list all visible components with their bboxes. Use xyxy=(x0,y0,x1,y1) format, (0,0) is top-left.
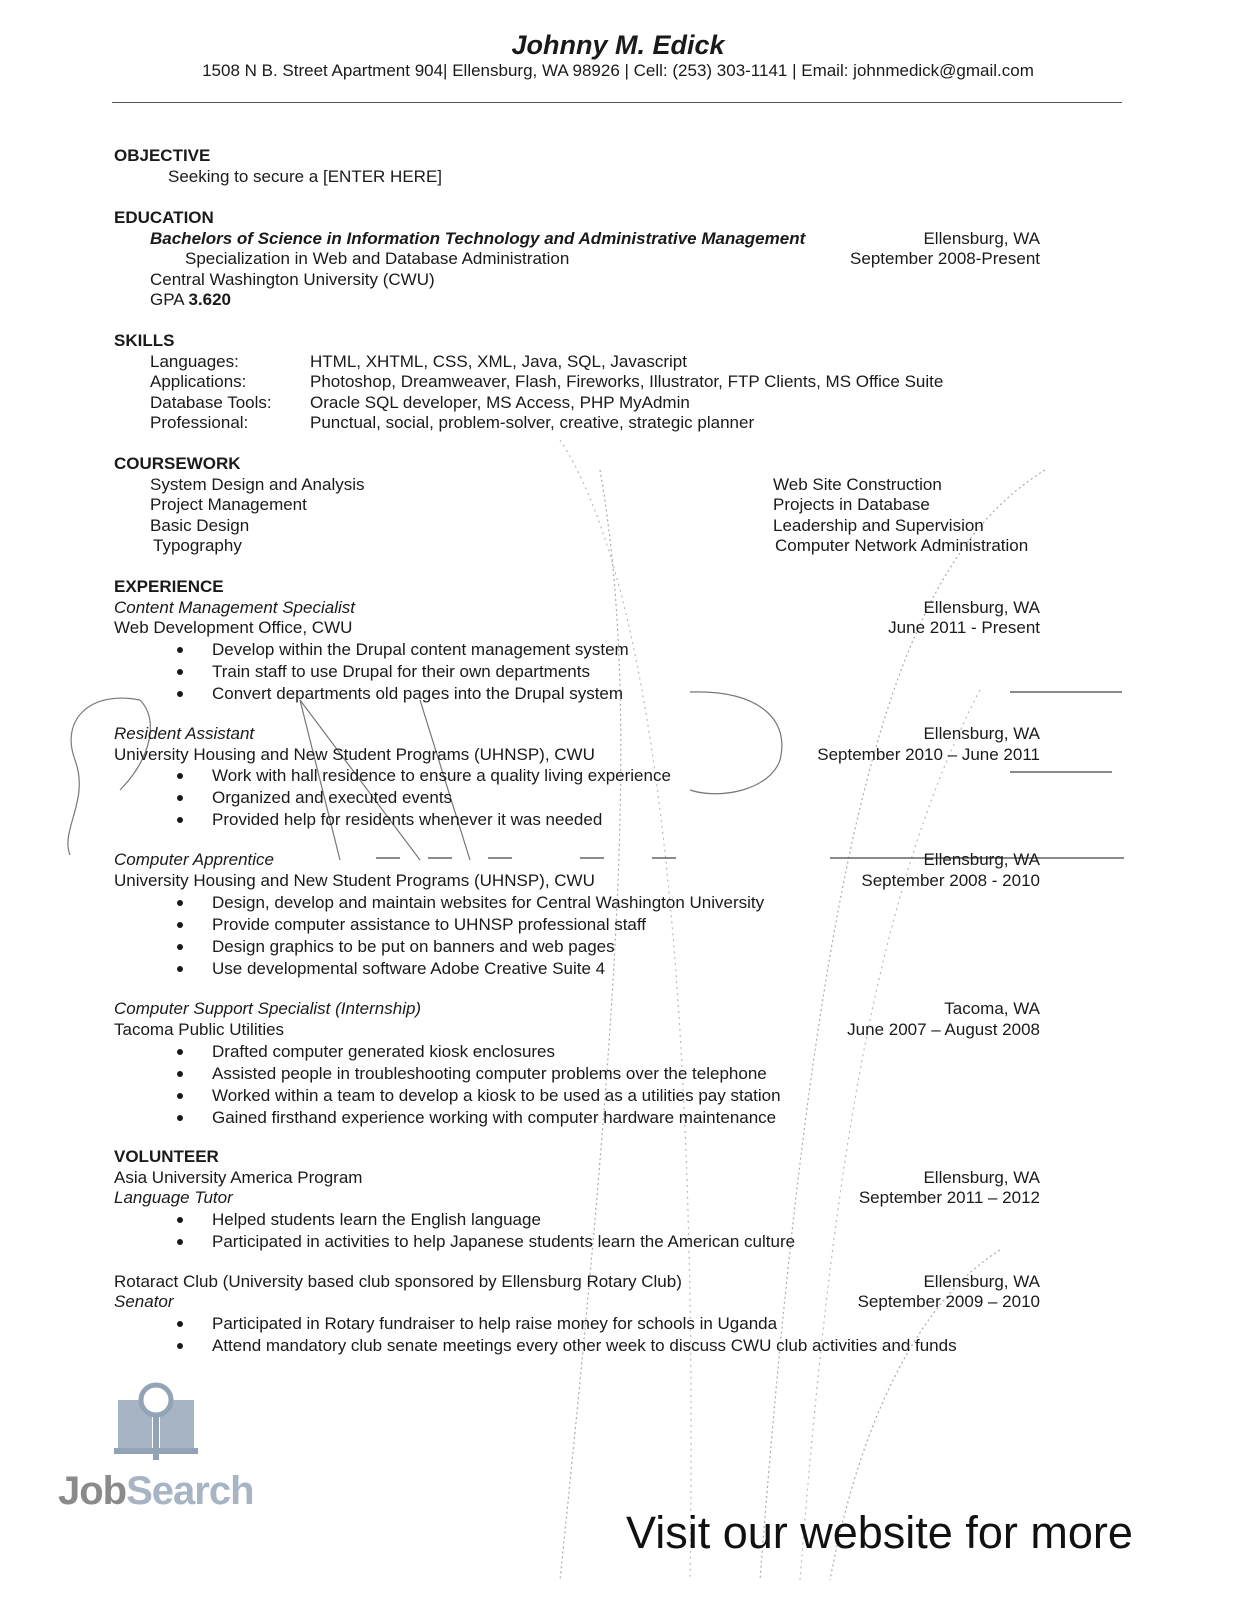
volunteer-role: Senator xyxy=(114,1292,174,1311)
bullet-icon xyxy=(177,773,183,779)
jobsearch-book-icon xyxy=(112,1378,202,1468)
job-dates: September 2008 - 2010 xyxy=(861,871,1040,890)
job-location: Ellensburg, WA xyxy=(923,850,1040,869)
bullet-icon xyxy=(177,1239,183,1245)
job-bullet: Work with hall residence to ensure a quality living experience xyxy=(212,766,671,785)
skill-value: Photoshop, Dreamweaver, Flash, Fireworks, Illustrator, FTP Clients, MS Office Suite xyxy=(310,372,944,391)
bullet-icon xyxy=(177,795,183,801)
volunteer-bullet: Helped students learn the English language xyxy=(212,1210,541,1229)
resume-name: Johnny M. Edick xyxy=(511,30,725,60)
bullet-icon xyxy=(177,817,183,823)
job-bullet: Drafted computer generated kiosk enclosures xyxy=(212,1042,556,1061)
objective-text: Seeking to secure a [ENTER HERE] xyxy=(168,167,443,186)
job-bullet: Convert departments old pages into the Drupal system xyxy=(212,684,624,703)
job-org: Web Development Office, CWU xyxy=(114,618,353,637)
bullet-icon xyxy=(177,900,183,906)
coursework-heading: COURSEWORK xyxy=(114,454,241,473)
volunteer-bullet: Participated in activities to help Japanese students learn the American culture xyxy=(212,1232,796,1251)
contact-line: 1508 N B. Street Apartment 904| Ellensburg, WA 98926 | Cell: (253) 303-1141 | Email: johnmedick@gmail.com xyxy=(202,61,1034,80)
logo-search: Search xyxy=(126,1469,254,1513)
header-divider xyxy=(112,102,1122,103)
bullet-icon xyxy=(177,669,183,675)
job-dates: June 2011 - Present xyxy=(888,618,1040,637)
bullet-icon xyxy=(177,647,183,653)
job-location: Ellensburg, WA xyxy=(923,598,1040,617)
skill-label: Applications: xyxy=(150,372,247,391)
gpa-label: GPA xyxy=(150,290,184,309)
skill-label: Languages: xyxy=(150,352,239,371)
job-bullet: Provided help for residents whenever it was needed xyxy=(212,810,603,829)
course-item: Basic Design xyxy=(150,516,250,535)
course-item: Leadership and Supervision xyxy=(773,516,984,535)
bullet-icon xyxy=(177,1321,183,1327)
job-dates: June 2007 – August 2008 xyxy=(847,1020,1040,1039)
job-bullet: Develop within the Drupal content management system xyxy=(212,640,629,659)
volunteer-org: Rotaract Club (University based club sponsored by Ellensburg Rotary Club) xyxy=(114,1272,682,1291)
volunteer-location: Ellensburg, WA xyxy=(923,1168,1040,1187)
skill-value: Punctual, social, problem-solver, creative, strategic planner xyxy=(310,413,755,432)
degree-title: Bachelors of Science in Information Technology and Administrative Management xyxy=(150,229,806,248)
job-location: Ellensburg, WA xyxy=(923,724,1040,743)
visit-website-link[interactable]: Visit our website for more xyxy=(626,1507,1133,1558)
course-item: Project Management xyxy=(150,495,307,514)
bullet-icon xyxy=(177,944,183,950)
skill-value: HTML, XHTML, CSS, XML, Java, SQL, Javascript xyxy=(310,352,687,371)
specialization: Specialization in Web and Database Administration xyxy=(185,249,570,268)
job-org: Tacoma Public Utilities xyxy=(114,1020,285,1039)
school-name: Central Washington University (CWU) xyxy=(150,270,435,289)
volunteer-bullet: Participated in Rotary fundraiser to help raise money for schools in Uganda xyxy=(212,1314,778,1333)
job-bullet: Use developmental software Adobe Creative Suite 4 xyxy=(212,959,606,978)
skill-label: Database Tools: xyxy=(150,393,272,412)
job-bullet: Train staff to use Drupal for their own departments xyxy=(212,662,590,681)
skills-heading: SKILLS xyxy=(114,331,175,350)
job-title: Content Management Specialist xyxy=(114,598,355,617)
volunteer-dates: September 2009 – 2010 xyxy=(857,1292,1040,1311)
job-location: Tacoma, WA xyxy=(944,999,1040,1018)
bullet-icon xyxy=(177,1343,183,1349)
bullet-icon xyxy=(177,922,183,928)
volunteer-dates: September 2011 – 2012 xyxy=(858,1188,1040,1207)
course-item: Web Site Construction xyxy=(773,475,942,494)
job-title: Computer Apprentice xyxy=(114,850,275,869)
bullet-icon xyxy=(177,966,183,972)
bullet-icon xyxy=(177,1115,183,1121)
bullet-icon xyxy=(177,1071,183,1077)
job-org: University Housing and New Student Programs (UHNSP), CWU xyxy=(114,871,595,890)
job-bullet: Assisted people in troubleshooting computer problems over the telephone xyxy=(212,1064,767,1083)
course-item: Typography xyxy=(153,536,242,555)
bullet-icon xyxy=(177,1049,183,1055)
course-item: Projects in Database xyxy=(773,495,930,514)
job-bullet: Design graphics to be put on banners and web pages xyxy=(212,937,615,956)
bullet-icon xyxy=(177,691,183,697)
logo-job: Job xyxy=(58,1469,127,1513)
course-item: Computer Network Administration xyxy=(775,536,1029,555)
volunteer-org: Asia University America Program xyxy=(114,1168,363,1187)
volunteer-heading: VOLUNTEER xyxy=(114,1147,219,1166)
bullet-icon xyxy=(177,1217,183,1223)
course-item: System Design and Analysis xyxy=(150,475,365,494)
job-bullet: Gained firsthand experience working with computer hardware maintenance xyxy=(212,1108,777,1127)
volunteer-location: Ellensburg, WA xyxy=(923,1272,1040,1291)
education-heading: EDUCATION xyxy=(114,208,214,227)
gpa-value: 3.620 xyxy=(188,290,231,309)
job-org: University Housing and New Student Programs (UHNSP), CWU xyxy=(114,745,595,764)
education-dates: September 2008-Present xyxy=(850,249,1040,268)
skill-value: Oracle SQL developer, MS Access, PHP MyAdmin xyxy=(310,393,690,412)
job-bullet: Organized and executed events xyxy=(212,788,453,807)
objective-heading: OBJECTIVE xyxy=(114,146,211,165)
job-title: Resident Assistant xyxy=(114,724,255,743)
education-location: Ellensburg, WA xyxy=(923,229,1040,248)
experience-heading: EXPERIENCE xyxy=(114,577,224,596)
volunteer-bullet: Attend mandatory club senate meetings every other week to discuss CWU club activities and funds xyxy=(212,1336,957,1355)
job-bullet: Worked within a team to develop a kiosk to be used as a utilities pay station xyxy=(212,1086,781,1105)
volunteer-role: Language Tutor xyxy=(114,1188,233,1207)
job-dates: September 2010 – June 2011 xyxy=(817,745,1040,764)
jobsearch-logo[interactable] xyxy=(58,1468,254,1514)
job-title: Computer Support Specialist (Internship) xyxy=(114,999,422,1018)
skill-label: Professional: xyxy=(150,413,249,432)
job-bullet: Design, develop and maintain websites for Central Washington University xyxy=(212,893,765,912)
job-bullet: Provide computer assistance to UHNSP professional staff xyxy=(212,915,647,934)
gpa xyxy=(150,290,231,310)
bullet-icon xyxy=(177,1093,183,1099)
